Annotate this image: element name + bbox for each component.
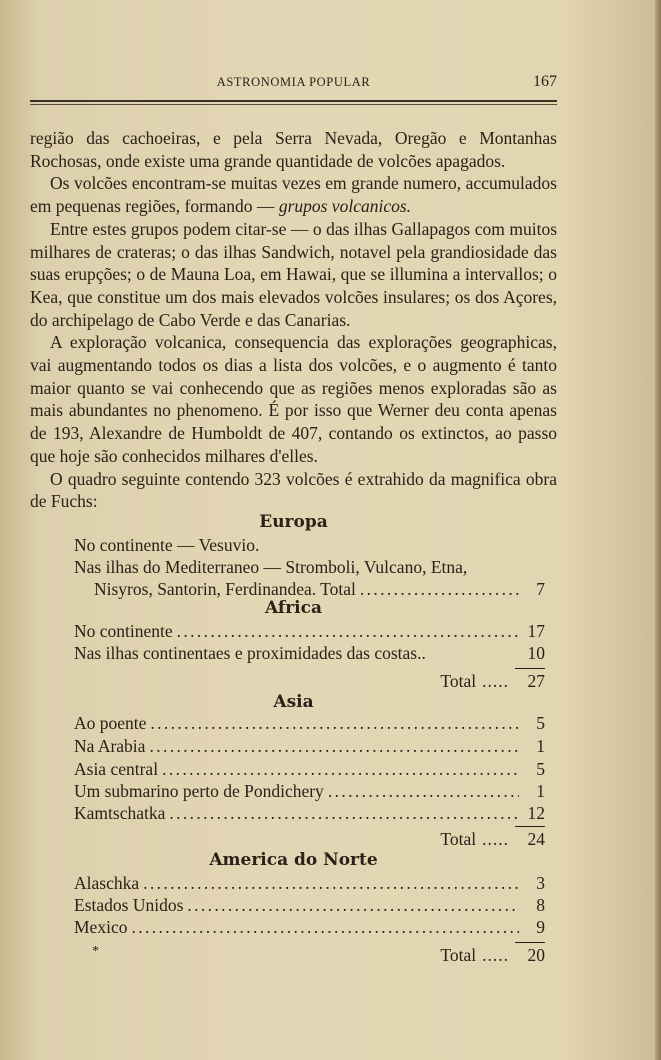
header-rule-thick (30, 100, 557, 102)
emphasis-text: grupos volcanicos. (278, 196, 412, 217)
row-label: No continente (74, 621, 173, 641)
row-value: 5 (536, 713, 545, 733)
paragraph: O quadro seguinte contendo 323 volcões é extrahido da magnifica obra de Fuchs: (30, 468, 557, 512)
table-row (74, 894, 545, 916)
total-label: Total (440, 671, 477, 691)
section-heading-africa: Africa (265, 598, 322, 618)
row-value: 9 (536, 917, 545, 937)
leader-dots (360, 578, 519, 600)
row-value: 1 (536, 781, 545, 801)
row-label: Asia central (74, 759, 159, 779)
table-row (74, 758, 545, 780)
total-label: Total (440, 829, 477, 849)
total-dots: ..... (482, 671, 509, 691)
table-line: No continente — Vesuvio. (74, 535, 260, 555)
section-heading-europa: Europa (259, 512, 328, 532)
section-heading-america: America do Norte (209, 850, 378, 870)
total-value: 24 (515, 826, 545, 851)
row-value: 7 (536, 579, 545, 599)
table-row (74, 735, 545, 757)
row-label: Nisyros, Santorin, Ferdinandea. Total (94, 579, 356, 599)
row-label: Kamtschatka (74, 803, 166, 823)
row-value: 10 (527, 643, 545, 663)
row-label: Mexico (74, 917, 128, 937)
row-value: 3 (536, 873, 545, 893)
table-row (74, 642, 545, 664)
leader-dots (169, 802, 519, 824)
total-row (30, 668, 545, 692)
row-label: Um submarino perto de Pondichery (74, 781, 324, 801)
row-label: Ao poente (74, 713, 147, 733)
table-row (74, 872, 545, 894)
total-dots: ..... (482, 829, 509, 849)
total-dots: ..... (482, 945, 509, 965)
section-heading-asia: Asia (273, 692, 314, 712)
row-label: Estados Unidos (74, 895, 184, 915)
total-value: 27 (515, 668, 545, 693)
row-label: Alaschka (74, 873, 140, 893)
leader-dots (143, 872, 519, 894)
table-row (74, 916, 545, 938)
total-value: 20 (515, 942, 545, 967)
leader-dots (187, 894, 519, 916)
row-value: 5 (536, 759, 545, 779)
running-title: ASTRONOMIA POPULAR (216, 75, 371, 89)
total-row (30, 826, 545, 850)
body-text (30, 127, 557, 513)
table-row (94, 578, 545, 600)
page-number: 167 (533, 73, 557, 90)
total-row (30, 942, 545, 966)
table-row (74, 802, 545, 824)
leader-dots (328, 780, 519, 802)
table-row (74, 620, 545, 642)
leader-dots (149, 735, 519, 757)
page-header (30, 75, 557, 97)
leader-dots (131, 916, 519, 938)
paragraph (30, 172, 557, 217)
row-value: 1 (536, 736, 545, 756)
row-value: 12 (527, 803, 545, 823)
paragraph: região das cachoeiras, e pela Serra Nevada, Oregão e Montanhas Rochosas, onde existe uma grande quantidade de volcões apagados. (30, 128, 557, 171)
row-label: Nas ilhas continentaes e proximidades das costas.. (74, 643, 426, 663)
paragraph: A exploração volcanica, consequencia das explorações geographicas, vai augmentando todos os dias a lista dos volcões, e o augmento é tanto maior quanto se vai conhecendo que as regiões menos exploradas são as mais abundantes no phenomeno. É por isso que Werner deu conta apenas de 193, Alexandre de Humboldt de 407, contando os extinctos, ao passo que hoje são conhecidos milhares d'elles. (30, 332, 557, 466)
total-label: Total (440, 945, 477, 965)
header-rule-thin (30, 104, 557, 105)
leader-dots (162, 758, 519, 780)
asterisk-mark: * (92, 944, 99, 959)
paragraph: Entre estes grupos podem citar-se — o das ilhas Gallapagos com muitos milhares de crateras; o das ilhas Sandwich, notavel pela grandiosidade das suas erupções; o de Mauna Loa, em Hawai, que se illumina a intervallos; o Kea, que constitue um dos mais elevados volcões insulares; os dos Açores, do archipelago de Cabo Verde e das Canarias. (30, 218, 557, 330)
table-row (74, 712, 545, 734)
leader-dots (150, 712, 519, 734)
table-line: Nas ilhas do Mediterraneo — Stromboli, Vulcano, Etna, (74, 557, 468, 577)
row-label: Na Arabia (74, 736, 146, 756)
paragraph-text: Os volcões encontram-se muitas vezes em grande numero, accumulados em pequenas regiões, formando — (30, 173, 557, 217)
row-value: 17 (527, 621, 545, 641)
table-row (74, 780, 545, 802)
page-edge (655, 0, 661, 1060)
leader-dots (177, 620, 519, 642)
row-value: 8 (536, 895, 545, 915)
